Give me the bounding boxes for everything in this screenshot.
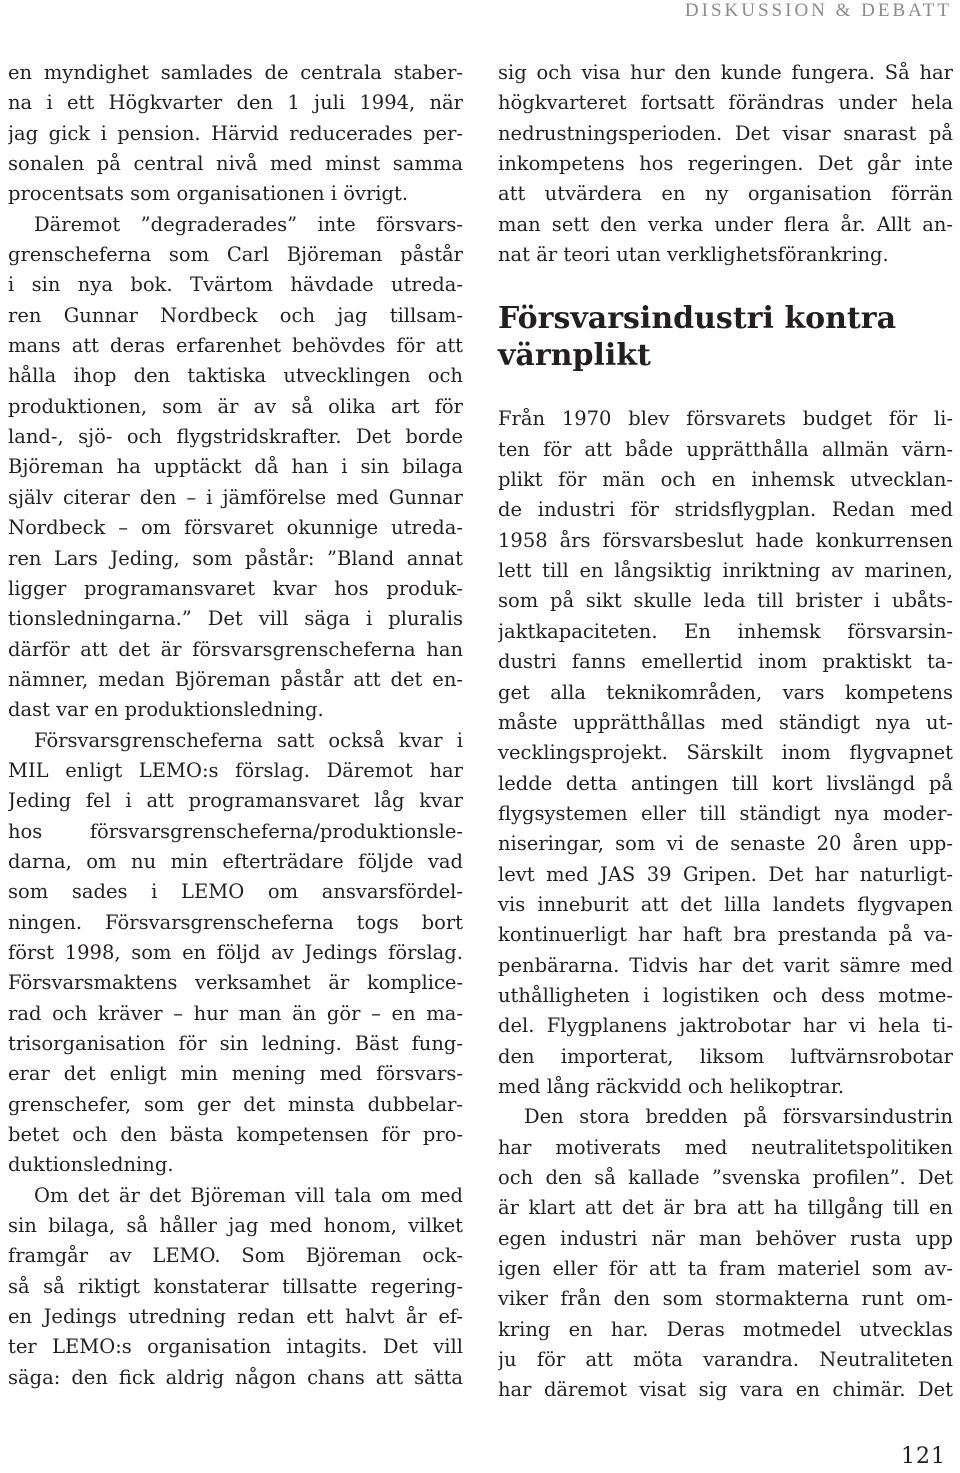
text-line: nat är teori utan verklighetsförankring. <box>498 243 889 267</box>
text-line: högkvarteret fortsatt förändras under hela <box>498 91 953 115</box>
text-line: säga: den fick aldrig någon chans att sätta <box>8 1365 463 1389</box>
text-line: i sin nya bok. Tvärtom hävdade utreda- <box>8 273 463 297</box>
text-line: är klart att det är bra att ha tillgång till en <box>498 1196 953 1220</box>
text-line: betet och den bästa kompetensen för pro- <box>8 1123 463 1147</box>
text-line: vecklingsprojekt. Särskilt inom flygvapnet <box>498 741 953 765</box>
text-line: flygsystemen eller till ständigt nya moder- <box>498 801 953 825</box>
text-line: mans att deras erfarenhet behövdes för att <box>8 334 463 358</box>
text-line: produktionen, som är av så olika art för <box>8 394 463 418</box>
text-line: vis inneburit att det lilla landets flygvapen <box>498 892 953 916</box>
text-line: som sades i LEMO om ansvarsfördel- <box>8 880 463 904</box>
text-line: framgår av LEMO. Som Björeman ock- <box>8 1244 463 1268</box>
text-line: de industri för stridsflygplan. Redan med <box>498 498 953 522</box>
text-line: na i ett Högkvarter den 1 juli 1994, när <box>8 91 463 115</box>
section-heading-line-1: Försvarsindustri kontra <box>498 301 897 337</box>
text-line: först 1998, som en följd av Jedings förslag. <box>8 940 463 964</box>
text-line: duktionsledning. <box>8 1153 174 1177</box>
running-head: DISKUSSION & DEBATT <box>684 0 952 21</box>
text-line: man sett den verka under flera år. Allt an- <box>498 212 953 236</box>
text-line: procentsats som organisationen i övrigt. <box>8 182 409 206</box>
text-line: som på sikt skulle leda till brister i ubåts- <box>498 589 953 613</box>
text-line: Försvarsgrenscheferna satt också kvar i <box>34 728 463 752</box>
text-line: darna, om nu min efterträdare följde vad <box>8 849 463 873</box>
text-line: Den stora bredden på försvarsindustrin <box>524 1105 953 1129</box>
text-line: Däremot ”degraderades” inte försvars- <box>34 212 463 236</box>
text-line: sig och visa hur den kunde fungera. Så har <box>498 61 953 84</box>
text-line: levt med JAS 39 Gripen. Det har naturligt- <box>498 862 953 886</box>
text-line: jag gick i pension. Härvid reducerades per- <box>8 121 463 145</box>
text-line: en Jedings utredning redan ett halvt år ef- <box>8 1305 463 1329</box>
text-line: Björeman ha upptäckt då han i sin bilaga <box>8 455 463 479</box>
text-line: uthålligheten i logistiken och dess motme- <box>498 983 953 1007</box>
text-line: sin bilaga, så håller jag med honom, vilket <box>8 1214 463 1238</box>
text-line: kring en har. Deras motmedel utvecklas <box>498 1317 953 1341</box>
text-line: själv citerar den – i jämförelse med Gunnar <box>8 485 463 509</box>
text-line: nedrustningsperioden. Det visar snarast på <box>498 121 953 145</box>
left-column <box>8 58 463 1393</box>
text-line: hålla ihop den taktiska utvecklingen och <box>8 364 463 388</box>
text-line: 1958 års försvarsbeslut hade konkurrensen <box>498 528 953 552</box>
text-line: grenschefer, som ger det minsta dubbelar- <box>8 1092 463 1116</box>
text-line: ter LEMO:s organisation intagits. Det vill <box>8 1335 463 1359</box>
text-line: trisorganisation för sin ledning. Bäst fung- <box>8 1032 463 1055</box>
right-column-top-text <box>498 58 953 270</box>
text-line: den importerat, liksom luftvärnsrobotar <box>498 1044 953 1068</box>
text-line: har motiverats med neutralitetspolitiken <box>498 1135 953 1159</box>
text-line: nämner, medan Björeman påstår att det en- <box>8 667 463 691</box>
text-line: en myndighet samlades de centrala staber- <box>8 61 463 84</box>
text-line: Från 1970 blev försvarets budget för li- <box>498 407 953 431</box>
section-heading-line-2: värnplikt <box>498 338 651 374</box>
text-line: niseringar, som vi de senaste 20 åren upp- <box>498 832 953 856</box>
text-line: hos försvarsgrenscheferna/produktionsle- <box>8 819 463 843</box>
text-line: erar det enligt min mening med försvars- <box>8 1062 463 1086</box>
text-line: med lång räckvidd och helikoptrar. <box>498 1074 845 1098</box>
text-line: grenscheferna som Carl Björeman påstår <box>8 243 463 267</box>
text-line: har däremot visat sig vara en chimär. Det <box>498 1378 953 1402</box>
text-line: dustri fanns emellertid inom praktiskt ta- <box>498 650 953 674</box>
page-number: 121 <box>901 1444 946 1469</box>
text-line: måste upprätthållas med ständigt nya ut- <box>498 710 953 734</box>
text-line: del. Flygplanens jaktrobotar har vi hela ti- <box>498 1014 953 1038</box>
text-line: inkompetens hos regeringen. Det går inte <box>498 152 953 176</box>
right-column-bottom-text <box>498 404 953 1405</box>
text-line: sonalen på central nivå med minst samma <box>8 152 463 176</box>
text-line: land-, sjö- och flygstridskrafter. Det borde <box>8 425 463 449</box>
text-line: ten för att både upprätthålla allmän värn- <box>498 437 953 461</box>
section-heading <box>498 300 953 374</box>
text-line: rad och kräver – hur man än gör – en ma- <box>8 1001 463 1025</box>
text-line: Jeding fel i att programansvaret låg kvar <box>8 789 463 813</box>
text-line: dast var en produktionsledning. <box>8 698 324 722</box>
text-line: ligger programansvaret kvar hos produk- <box>8 576 463 600</box>
text-line: ren Lars Jeding, som påstår: ”Bland annat <box>8 546 463 570</box>
text-line: ren Gunnar Nordbeck och jag tillsam- <box>8 303 463 327</box>
text-line: ju för att möta varandra. Neutraliteten <box>498 1348 953 1372</box>
text-line: att utvärdera en ny organisation förrän <box>498 182 953 206</box>
text-line: Försvarsmaktens verksamhet är komplice- <box>8 971 463 995</box>
text-line: MIL enligt LEMO:s förslag. Däremot har <box>8 758 463 782</box>
right-column <box>498 58 953 1406</box>
text-line: kontinuerligt har haft bra prestanda på va- <box>498 923 953 947</box>
text-line: igen eller för att ta fram materiel som av- <box>498 1257 953 1281</box>
text-line: därför att det är försvarsgrenscheferna han <box>8 637 463 661</box>
text-line: viker från den som stormakterna runt om- <box>498 1287 953 1311</box>
text-line: så så riktigt konstaterar tillsatte regering- <box>8 1274 463 1298</box>
text-line: ledde detta antingen till kort livslängd på <box>498 771 953 795</box>
text-line: jaktkapaciteten. En inhemsk försvarsin- <box>498 619 953 643</box>
text-line: och den så kallade ”svenska profilen”. Det <box>498 1166 953 1189</box>
text-line: plikt för män och en inhemsk utvecklan- <box>498 468 953 492</box>
text-line: egen industri när man behöver rusta upp <box>498 1226 953 1250</box>
text-line: Om det är det Björeman vill tala om med <box>34 1183 463 1207</box>
text-line: get alla teknikområden, vars kompetens <box>498 680 953 704</box>
text-line: Nordbeck – om försvaret okunnige utreda- <box>8 516 463 540</box>
text-line: tionsledningarna.” Det vill säga i pluralis <box>8 607 463 631</box>
text-line: ningen. Försvarsgrenscheferna togs bort <box>8 910 463 934</box>
text-line: lett till en långsiktig inriktning av marinen, <box>498 559 953 583</box>
text-line: penbärarna. Tidvis har det varit sämre med <box>498 953 953 977</box>
